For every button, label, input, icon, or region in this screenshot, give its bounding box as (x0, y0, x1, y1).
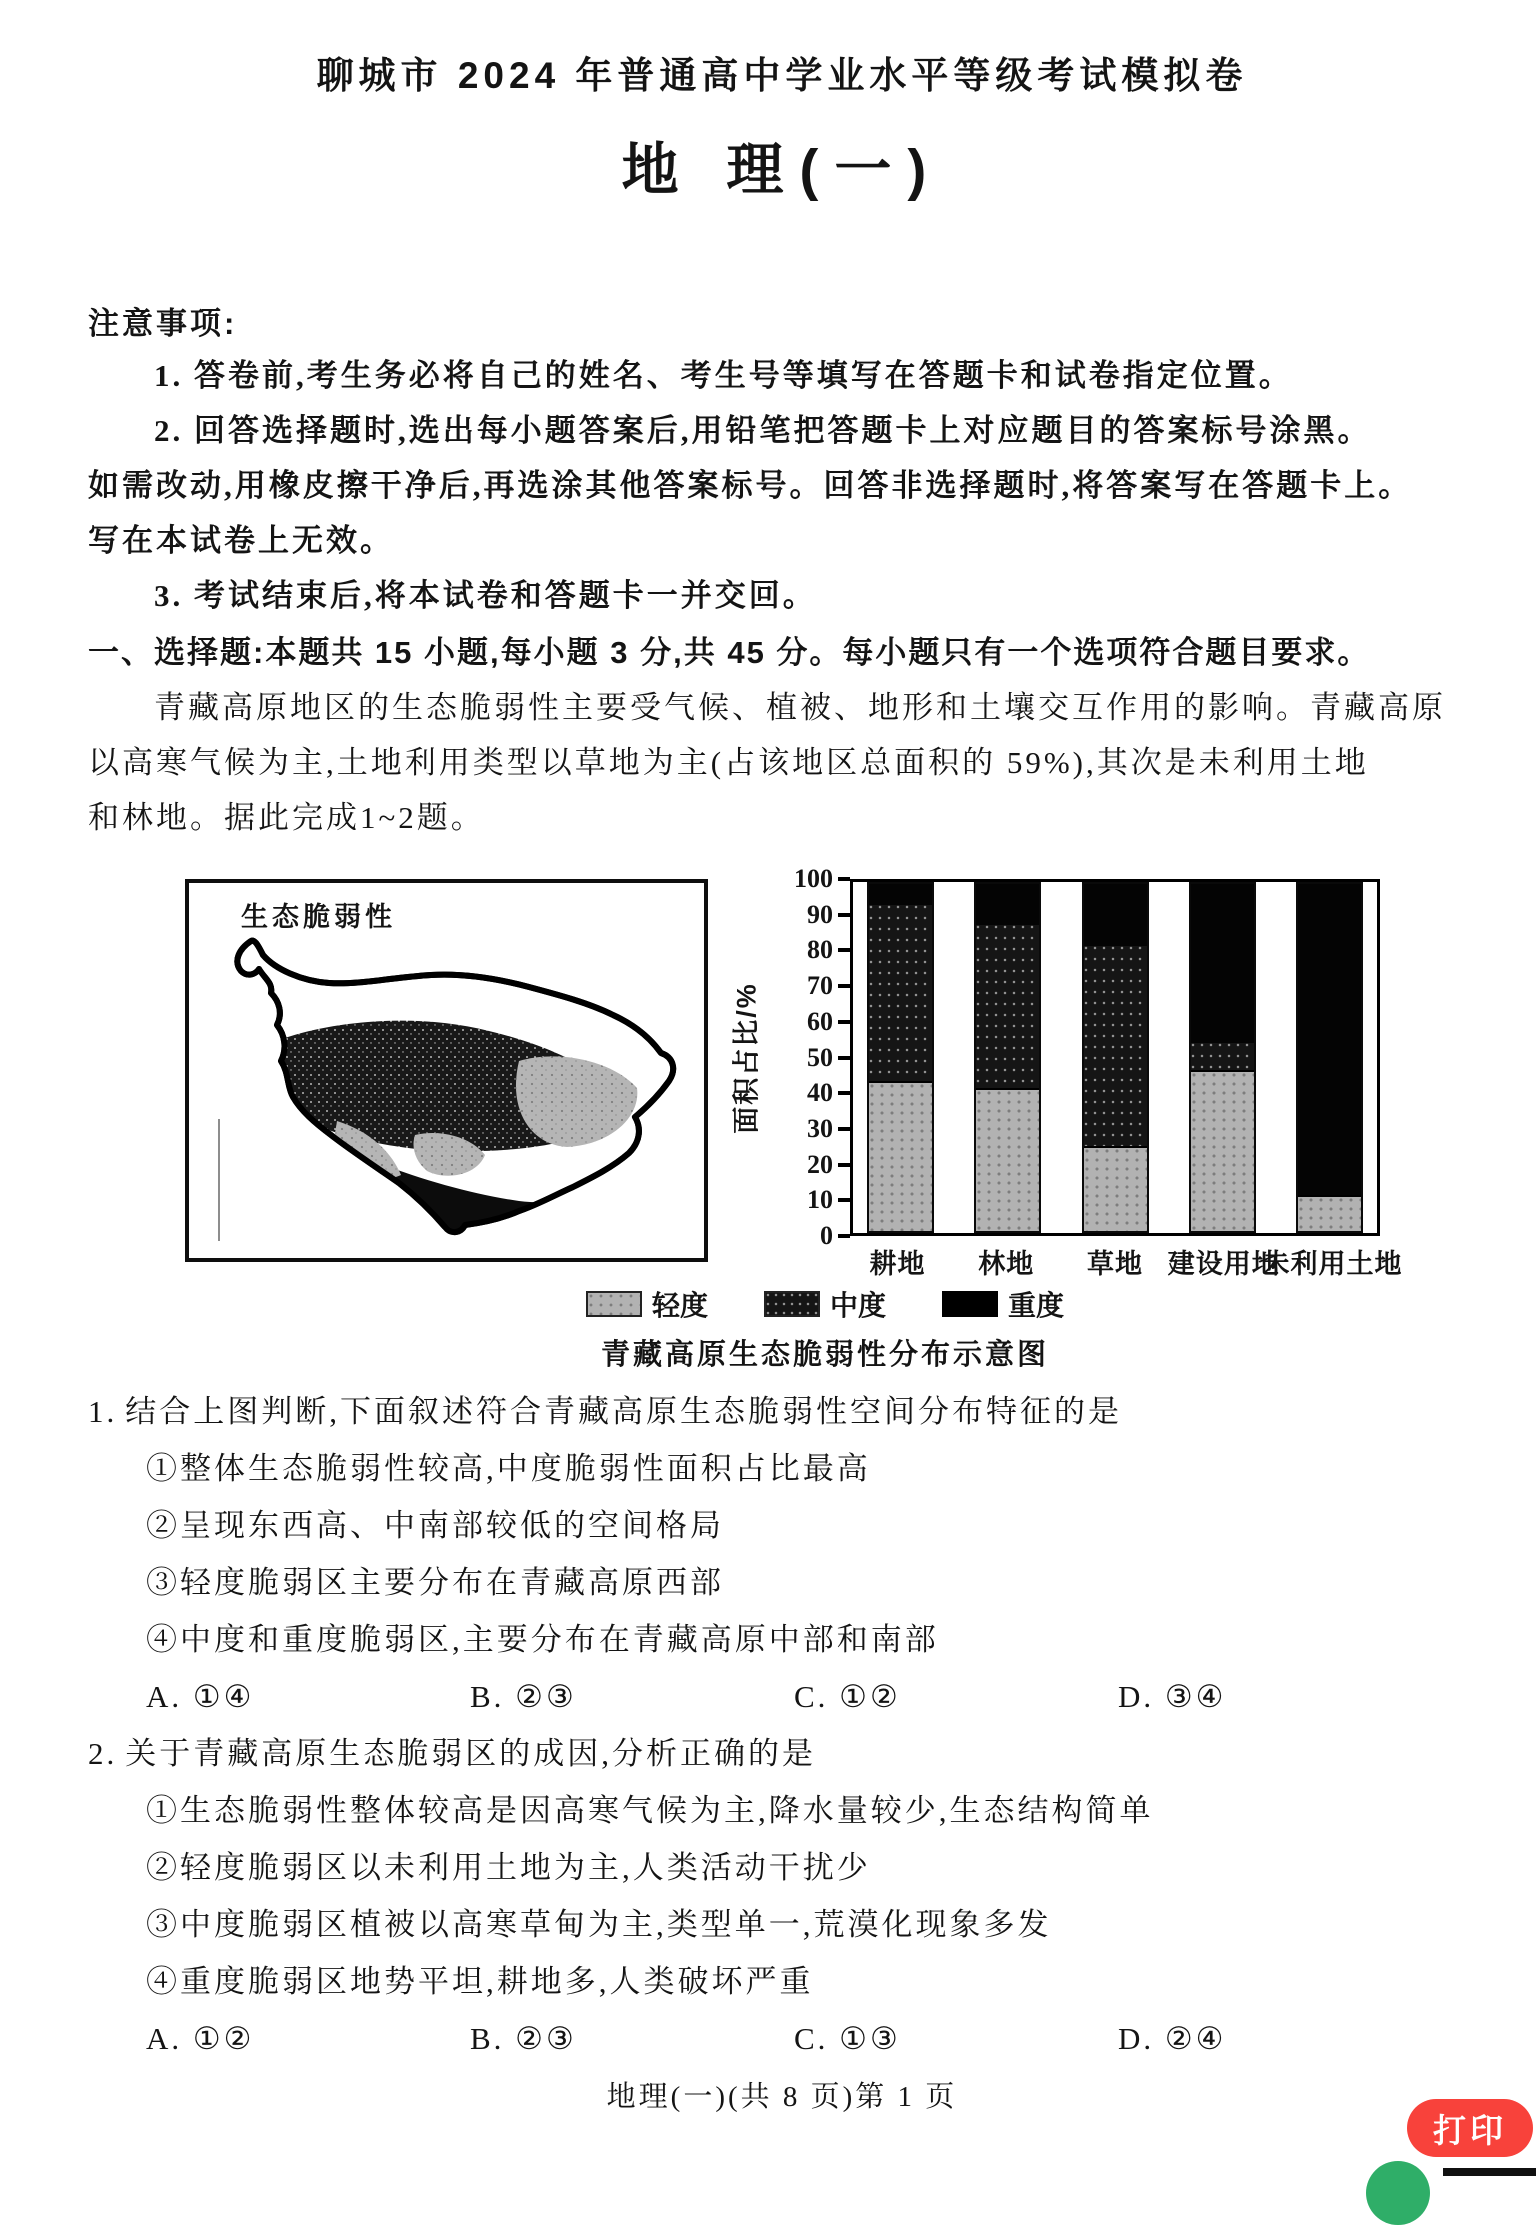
bar-segment-中度 (976, 925, 1039, 1087)
y-tick (807, 1114, 850, 1144)
question-1-option-3: ③轻度脆弱区主要分布在青藏高原西部 (146, 1565, 724, 1600)
x-axis-label-slot (1167, 1242, 1280, 1282)
legend-label: 重度 (1008, 1290, 1065, 1321)
y-tick (807, 935, 850, 965)
question-1-choice-b[interactable]: B. ②③ (470, 1679, 577, 1714)
question-2-stem (88, 1725, 1476, 1782)
notice-item-2-line-3: 写在本试卷上无效。 (88, 523, 394, 558)
bar-segment-重度 (1298, 884, 1361, 1195)
y-tick-label: 10 (807, 1185, 833, 1215)
page-title: 聊城市 2024 年普通高中学业水平等级考试模拟卷 (316, 55, 1248, 96)
question-2-choice-d[interactable]: D. ②④ (1118, 2021, 1227, 2056)
passage-line-2: 以高寒气候为主,土地利用类型以草地为主(占该地区总面积的 59%),其次是未利用土地 (88, 745, 1369, 780)
y-tick-label: 30 (807, 1113, 833, 1143)
y-tick-mark (838, 1234, 850, 1238)
x-axis-label: 草地 (1087, 1249, 1143, 1279)
x-axis-label-slot (973, 1242, 1040, 1282)
bar-林地 (974, 882, 1041, 1233)
bar-segment-中度 (1191, 1043, 1254, 1071)
bar-耕地 (867, 882, 934, 1233)
y-tick-label: 0 (820, 1221, 833, 1250)
question-2-option-4: ④重度脆弱区地势平坦,耕地多,人类破坏严重 (146, 1964, 814, 1999)
map-panel (185, 879, 708, 1262)
y-tick (807, 1150, 850, 1180)
y-tick-label: 40 (807, 1078, 833, 1108)
y-tick (807, 1007, 850, 1037)
y-tick (807, 1078, 850, 1108)
notice-item-2-line-2: 如需改动,用橡皮擦干净后,再选涂其他答案标号。回答非选择题时,将答案写在答题卡上。 (88, 468, 1413, 503)
y-tick-label: 70 (807, 971, 833, 1001)
y-tick-mark (838, 913, 850, 917)
y-tick-label: 20 (807, 1149, 833, 1179)
question-1-number: 1. (88, 1394, 118, 1429)
plateau-map (189, 883, 704, 1258)
question-2-option-1: ①生态脆弱性整体较高是因高寒气候为主,降水量较少,生态结构简单 (146, 1793, 1154, 1828)
section-header: 一、选择题:本题共 15 小题,每小题 3 分,共 45 分。每小题只有一个选项符合题目要求。 (88, 635, 1371, 670)
legend-item-轻度 (586, 1284, 708, 1324)
y-tick (807, 900, 850, 930)
question-2-stem-text: 关于青藏高原生态脆弱区的成因,分析正确的是 (125, 1736, 816, 1771)
y-tick (820, 1221, 850, 1251)
question-1-stem (88, 1383, 1476, 1440)
question-2-number: 2. (88, 1736, 118, 1771)
question-2-option-3: ③中度脆弱区植被以高寒草甸为主,类型单一,荒漠化现象多发 (146, 1907, 1052, 1942)
figure-caption: 青藏高原生态脆弱性分布示意图 (600, 1339, 1049, 1371)
bar-segment-重度 (976, 884, 1039, 925)
question-1-stem-text: 结合上图判断,下面叙述符合青藏高原生态脆弱性空间分布特征的是 (125, 1394, 1122, 1429)
y-tick-mark (838, 1163, 850, 1167)
legend-label: 轻度 (651, 1290, 708, 1321)
bar-草地 (1082, 882, 1149, 1233)
legend-swatch-重度 (942, 1291, 998, 1317)
floating-dot-partial[interactable] (1366, 2161, 1430, 2225)
y-tick-mark (838, 877, 850, 881)
question-2-choice-c[interactable]: C. ①③ (794, 2021, 901, 2056)
y-tick (807, 1043, 850, 1073)
y-tick-mark (838, 1020, 850, 1024)
question-1-choice-d[interactable]: D. ③④ (1118, 1679, 1227, 1714)
bar-segment-轻度 (1298, 1195, 1361, 1231)
y-tick-mark (838, 1091, 850, 1095)
legend-item-中度 (764, 1284, 886, 1324)
question-2-choice-b[interactable]: B. ②③ (470, 2021, 577, 2056)
bar-segment-重度 (1084, 884, 1147, 946)
passage-line-1: 青藏高原地区的生态脆弱性主要受气候、植被、地形和土壤交互作用的影响。青藏高原 (154, 690, 1446, 725)
legend-item-重度 (942, 1284, 1064, 1324)
notice-item-3: 3. 考试结束后,将本试卷和答题卡一并交回。 (154, 578, 817, 613)
x-axis-label-slot (864, 1242, 931, 1282)
y-tick-mark (838, 948, 850, 952)
y-tick (807, 1185, 850, 1215)
print-button[interactable]: 打印 (1407, 2099, 1533, 2157)
map-label: 生态脆弱性 (241, 902, 396, 932)
question-1-option-4: ④中度和重度脆弱区,主要分布在青藏高原中部和南部 (146, 1622, 939, 1657)
bottom-edge-sliver (1443, 2168, 1536, 2176)
y-tick-mark (838, 1198, 850, 1202)
page-subtitle: 地 理(一) (621, 138, 943, 202)
bar-未利用土地 (1296, 882, 1363, 1233)
legend-label: 中度 (829, 1290, 886, 1321)
passage-line-3: 和林地。据此完成1~2题。 (88, 800, 485, 835)
y-tick-label: 90 (807, 899, 833, 929)
question-1-option-1: ①整体生态脆弱性较高,中度脆弱性面积占比最高 (146, 1451, 871, 1486)
y-tick-mark (838, 1056, 850, 1060)
page-footer: 地理(一)(共 8 页)第 1 页 (606, 2081, 958, 2113)
chart (722, 864, 1403, 1282)
y-axis (766, 864, 850, 1250)
legend-swatch-中度 (764, 1291, 820, 1317)
x-axis-label: 建设用地 (1167, 1249, 1280, 1279)
question-1-choice-c[interactable]: C. ①② (794, 1679, 901, 1714)
question-1-option-2: ②呈现东西高、中南部较低的空间格局 (146, 1508, 724, 1543)
legend-swatch-轻度 (586, 1291, 642, 1317)
y-tick (807, 971, 850, 1001)
question-2-choice-a[interactable]: A. ①② (146, 2021, 255, 2056)
y-tick-label: 50 (807, 1042, 833, 1072)
plot-area (850, 879, 1380, 1236)
bar-segment-重度 (1191, 884, 1254, 1043)
bar-segment-轻度 (869, 1081, 932, 1231)
y-tick-mark (838, 984, 850, 988)
y-tick-label: 60 (807, 1006, 833, 1036)
question-1-choice-a[interactable]: A. ①④ (146, 1679, 255, 1714)
notice-item-1: 1. 答卷前,考生务必将自己的姓名、考生号等填写在答题卡和试卷指定位置。 (154, 358, 1293, 393)
question-1-choices (88, 1668, 1476, 1725)
bar-segment-轻度 (1191, 1070, 1254, 1231)
x-axis-label: 耕地 (869, 1249, 926, 1279)
bar-segment-轻度 (976, 1088, 1039, 1231)
x-axis-labels (850, 1242, 1403, 1282)
bar-segment-轻度 (1084, 1146, 1147, 1231)
y-axis-title-text: 面积占比/% (731, 981, 762, 1134)
notice-item-2-line-1: 2. 回答选择题时,选出每小题答案后,用铅笔把答题卡上对应题目的答案标号涂黑。 (154, 413, 1372, 448)
bar-segment-中度 (869, 905, 932, 1081)
x-axis-label-slot (1082, 1242, 1149, 1282)
question-2-option-2: ②轻度脆弱区以未利用土地为主,人类活动干扰少 (146, 1850, 871, 1885)
plot-column (850, 879, 1403, 1282)
y-tick-label: 80 (807, 935, 833, 965)
bar-建设用地 (1189, 882, 1256, 1233)
bar-segment-中度 (1084, 946, 1147, 1146)
figure-row (185, 864, 1465, 1282)
legend (185, 1284, 1465, 1324)
y-tick-mark (838, 1127, 850, 1131)
figure (185, 864, 1465, 1373)
x-axis-label: 林地 (978, 1249, 1035, 1279)
x-axis-label-slot (1262, 1242, 1403, 1282)
y-tick (794, 864, 850, 894)
question-2-choices (88, 2010, 1476, 2067)
x-axis-label: 未利用土地 (1262, 1249, 1403, 1279)
questions (88, 1383, 1476, 2067)
y-tick-label: 100 (794, 864, 833, 893)
y-axis-title (722, 879, 766, 1236)
notice-heading: 注意事项: (88, 306, 238, 341)
bar-segment-重度 (869, 884, 932, 905)
